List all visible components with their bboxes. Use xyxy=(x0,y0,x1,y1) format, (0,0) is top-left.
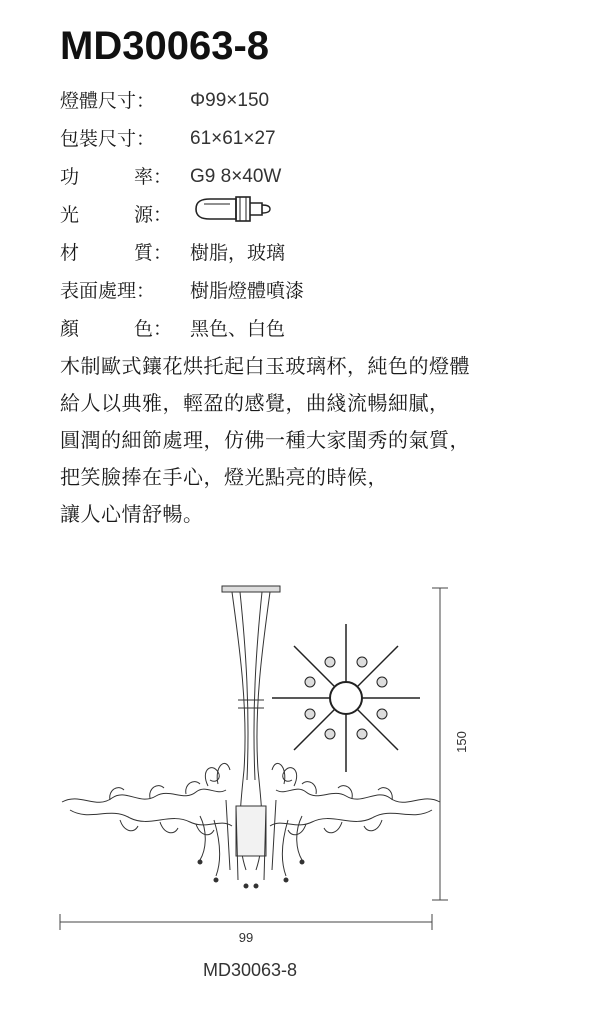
spec-row-color xyxy=(60,310,304,348)
description-line: 讓人心情舒暢。 xyxy=(60,502,204,526)
product-model-title: MD30063-8 xyxy=(60,24,270,68)
width-dimension xyxy=(60,914,432,945)
chandelier-technical-drawing xyxy=(0,570,600,960)
description-line: 給人以典雅，輕盈的感覺，曲綫流暢細膩， xyxy=(60,391,450,415)
spec-row-power xyxy=(60,158,304,196)
description-line: 木制歐式鑲花烘托起白玉玻璃杯，純色的燈體 xyxy=(60,354,470,378)
spec-label: 功 率： xyxy=(60,166,172,188)
spec-list xyxy=(60,82,304,348)
spec-label: 顏 色： xyxy=(60,318,172,340)
spec-label: 光 源： xyxy=(60,204,172,226)
height-dimension-label: 150 xyxy=(454,731,469,753)
spec-value: G9 8×40W xyxy=(190,166,282,187)
chandelier-side-view xyxy=(62,586,440,888)
description-line: 把笑臉捧在手心，燈光點亮的時候， xyxy=(60,465,388,489)
spec-value: Φ99×150 xyxy=(190,90,270,111)
spec-value: 樹脂燈體噴漆 xyxy=(190,280,305,302)
width-dimension-label: 99 xyxy=(238,930,254,945)
spec-value: 61×61×27 xyxy=(190,128,276,149)
spec-row-package-size xyxy=(60,120,304,158)
spec-row-lamp-size xyxy=(60,82,304,120)
spec-label: 包裝尺寸： xyxy=(60,128,156,150)
spec-label: 材 質： xyxy=(60,242,172,264)
spec-row-surface-finish xyxy=(60,272,304,310)
height-dimension xyxy=(432,588,469,900)
spec-row-material xyxy=(60,234,304,272)
description-line: 圓潤的細節處理，仿佛一種大家閨秀的氣質， xyxy=(60,428,470,452)
drawing-caption: MD30063-8 xyxy=(202,960,298,980)
product-description xyxy=(60,348,580,533)
spec-value: 樹脂，玻璃 xyxy=(190,242,286,264)
spec-row-light-source xyxy=(60,196,304,234)
spec-label: 燈體尺寸： xyxy=(60,90,156,112)
g9-bulb-icon xyxy=(192,195,288,236)
spec-value: 黑色、白色 xyxy=(190,318,286,340)
spec-label: 表面處理： xyxy=(60,280,156,302)
chandelier-top-view xyxy=(272,624,420,772)
